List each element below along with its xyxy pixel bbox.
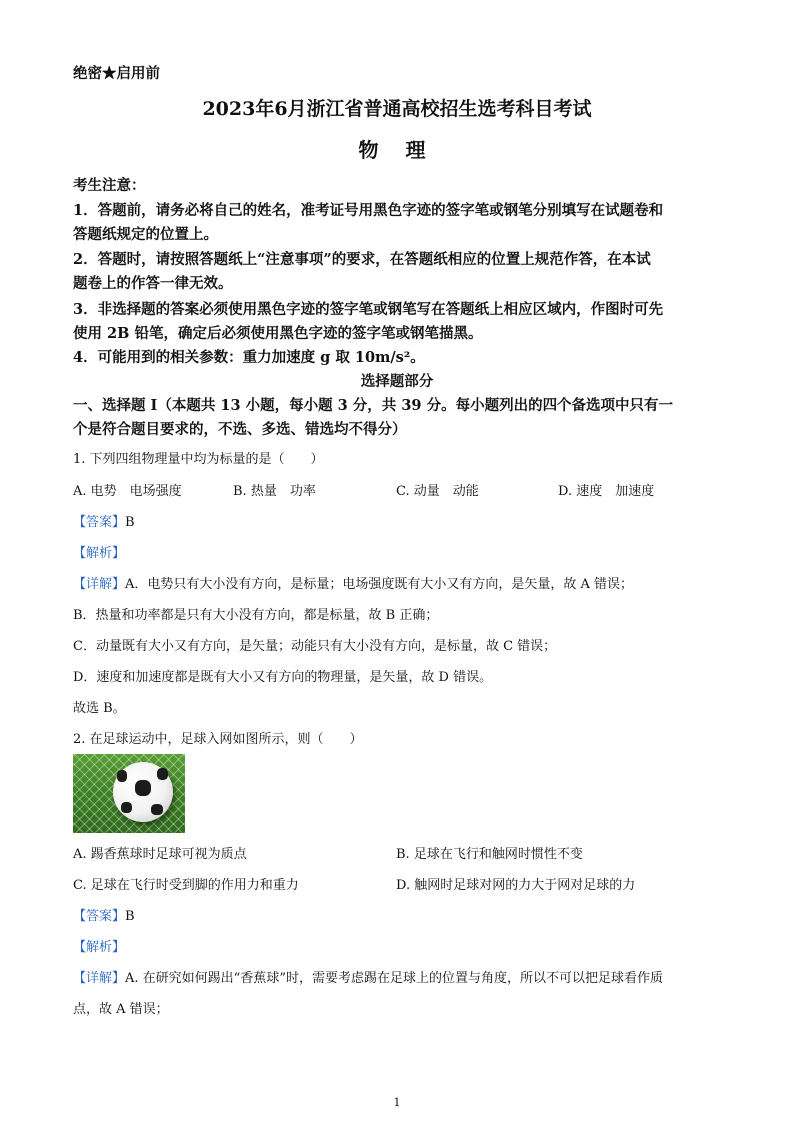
confidential-mark: 绝密★启用前 xyxy=(73,65,160,82)
subject-title: 物 理 xyxy=(358,138,436,162)
question-1-detail-b: B．热量和功率都是只有大小没有方向，都是标量，故 B 正确； xyxy=(73,608,439,623)
notice-line: 1．答题前，请务必将自己的姓名，准考证号用黑色字迹的签字笔或钢笔分别填写在试题卷和 xyxy=(73,202,664,219)
answer-tag: 【答案】 xyxy=(73,515,126,530)
question-1-option-a: A. 电势 电场强度 xyxy=(73,484,182,499)
analysis-tag: 【解析】 xyxy=(73,940,126,955)
notice-line: 3．非选择题的答案必须使用黑色字迹的签字笔或钢笔写在答题纸上相应区域内，作图时可先 xyxy=(73,301,664,318)
question-2-stem: 2. 在足球运动中，足球入网如图所示，则（ ） xyxy=(73,732,363,747)
question-1-option-d: D. 速度 加速度 xyxy=(558,484,655,499)
notice-line: 答题纸规定的位置上。 xyxy=(73,226,218,243)
section-intro: 一、选择题 I（本题共 13 小题，每小题 3 分，共 39 分。每小题列出的四个备选项中只有一 xyxy=(73,397,674,414)
detail-text: A. 在研究如何踢出“香蕉球”时，需要考虑踢在足球上的位置与角度，所以不可以把足球看作质 xyxy=(125,971,663,986)
section-title: 选择题部分 xyxy=(360,373,434,390)
question-1-conclusion: 故选 B。 xyxy=(73,701,126,716)
notice-line: 题卷上的作答一律无效。 xyxy=(73,275,233,292)
question-1-option-c: C. 动量 动能 xyxy=(396,484,479,499)
answer-value: B xyxy=(125,515,135,530)
notice-heading: 考生注意： xyxy=(73,177,146,194)
question-1-detail-d: D．速度和加速度都是既有大小又有方向的物理量，是矢量，故 D 错误。 xyxy=(73,670,493,685)
question-1-stem: 1. 下列四组物理量中均为标量的是（ ） xyxy=(73,452,324,467)
question-1-detail xyxy=(73,573,633,592)
question-1-answer xyxy=(73,511,135,530)
detail-tag: 【详解】 xyxy=(73,971,126,986)
section-intro: 个是符合题目要求的，不选、多选、错选均不得分） xyxy=(73,421,407,438)
question-2-option-b: B. 足球在飞行和触网时惯性不变 xyxy=(396,847,583,862)
soccer-ball-icon xyxy=(113,762,173,822)
detail-text: A．电势只有大小没有方向，是标量；电场强度既有大小又有方向，是矢量，故 A 错误； xyxy=(125,577,634,592)
question-2-detail xyxy=(73,967,663,986)
notice-line: 4．可能用到的相关参数：重力加速度 g 取 10m/s²。 xyxy=(73,349,425,366)
notice-line: 2．答题时，请按照答题纸上“注意事项”的要求，在答题纸相应的位置上规范作答，在本试 xyxy=(73,251,651,268)
question-1-option-b: B. 热量 功率 xyxy=(233,484,316,499)
answer-value: B xyxy=(125,909,135,924)
question-2-option-d: D. 触网时足球对网的力大于网对足球的力 xyxy=(396,878,636,893)
question-2-answer xyxy=(73,905,135,924)
answer-tag: 【答案】 xyxy=(73,909,126,924)
question-2-option-a: A. 踢香蕉球时足球可视为质点 xyxy=(73,847,247,862)
notice-line: 使用 2B 铅笔，确定后必须使用黑色字迹的签字笔或钢笔描黑。 xyxy=(73,325,483,342)
question-2-detail-cont: 点，故 A 错误； xyxy=(73,1002,169,1017)
question-1-detail-c: C．动量既有大小又有方向，是矢量；动能只有大小没有方向，是标量，故 C 错误； xyxy=(73,639,557,654)
detail-tag: 【详解】 xyxy=(73,577,126,592)
analysis-tag: 【解析】 xyxy=(73,546,126,561)
question-2-option-c: C. 足球在飞行时受到脚的作用力和重力 xyxy=(73,878,299,893)
exam-title: 2023年6月浙江省普通高校招生选考科目考试 xyxy=(202,98,592,120)
page-number: 1 xyxy=(393,1096,401,1109)
soccer-ball-in-net-figure xyxy=(73,754,185,833)
